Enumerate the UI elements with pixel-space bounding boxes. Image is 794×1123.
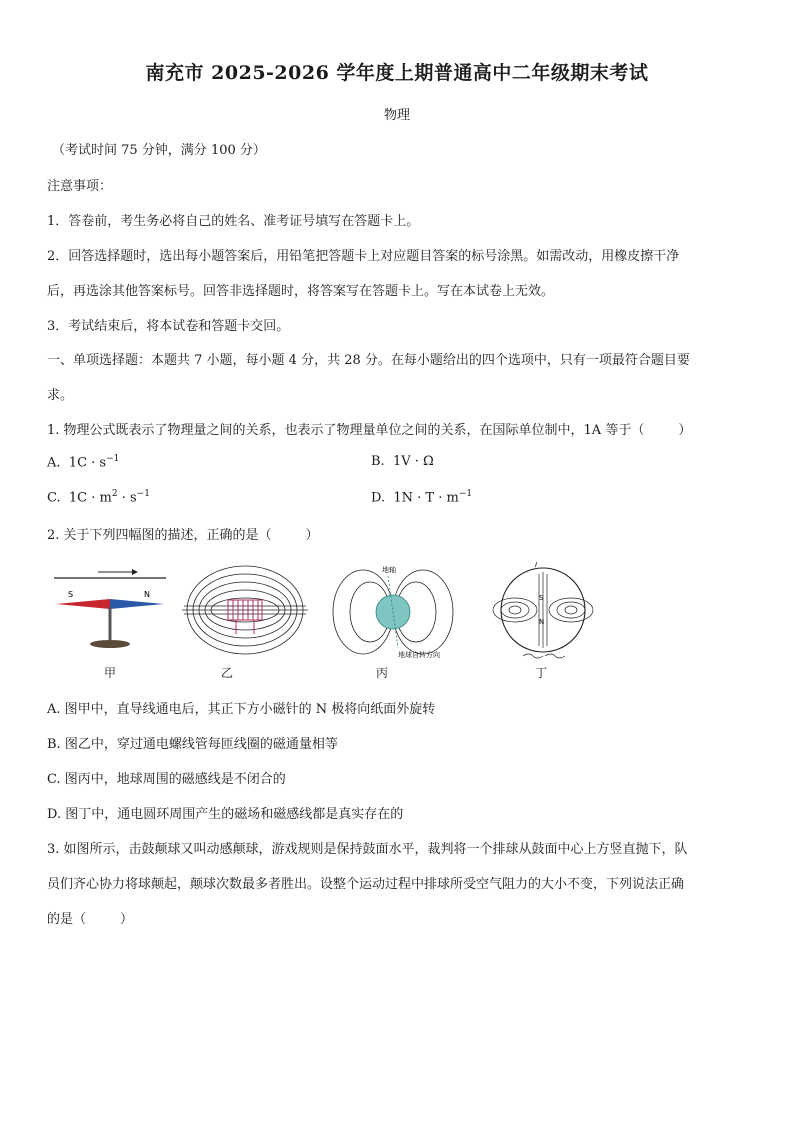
q2-option-c[interactable]: C. 图丙中，地球周围的磁感线是不闭合的 xyxy=(47,772,286,787)
ding-n-label: N xyxy=(539,618,545,626)
q2-option-d[interactable]: D. 图丁中，通电圆环周围产生的磁场和磁感线都是真实存在的 xyxy=(47,807,404,822)
notice-item-2a: 2．回答选择题时，选出每小题答案后，用铅笔把答题卡上对应题目答案的标号涂黑。如需改动，用橡皮擦干净 xyxy=(47,249,680,264)
caption-ding: 丁 xyxy=(535,666,548,680)
question-2-stem: 2. 关于下列四幅图的描述，正确的是（ ） xyxy=(47,528,319,543)
q1-option-d[interactable]: D. $1N \cdot T \cdot m^{-1}$ xyxy=(371,489,473,506)
bing-axis-label: 地轴 xyxy=(382,566,396,574)
q1-option-b[interactable]: B. 1V · Ω xyxy=(371,454,434,469)
ding-s-label: S xyxy=(539,594,544,602)
question-3-line-2: 员们齐心协力将球颠起，颠球次数最多者胜出。设整个运动过程中排球所受空气阻力的大小不变，下列说法正确 xyxy=(47,877,685,892)
question-3-line-1: 3. 如图所示，击鼓颠球又叫动感颠球，游戏规则是保持鼓面水平，裁判将一个排球从鼓面中心上方竖直抛下，队 xyxy=(47,842,688,857)
ding-current-label: I xyxy=(535,562,538,569)
section-heading-b: 求。 xyxy=(47,388,74,403)
q2-option-a[interactable]: A. 图甲中，直导线通电后，其正下方小磁针的 N 极将向纸面外旋转 xyxy=(47,702,436,717)
caption-bing: 丙 xyxy=(376,666,389,680)
figure-bing xyxy=(328,562,458,662)
notice-heading: 注意事项： xyxy=(47,179,113,194)
figure-jia xyxy=(50,562,170,662)
q1-option-a[interactable]: A. $1C \cdot s^{-1}$ xyxy=(47,454,120,471)
q1-option-c[interactable]: C. $1C \cdot m^2 \cdot s^{-1}$ xyxy=(47,489,150,506)
exam-title: 南充市 2025-2026 学年度上期普通高中二年级期末考试 xyxy=(145,62,649,84)
figure-ding xyxy=(483,562,603,662)
notice-item-3: 3．考试结束后，将本试卷和答题卡交回。 xyxy=(47,319,290,334)
bing-rotation-label: 地球自转方向 xyxy=(398,651,440,659)
section-heading-a: 一、单项选择题：本题共 7 小题，每小题 4 分，共 28 分。在每小题给出的四个选项中，只有一项最符合题目要 xyxy=(47,353,690,368)
caption-yi: 乙 xyxy=(221,666,234,680)
question-1-stem xyxy=(47,419,691,438)
notice-item-1: 1．答卷前，考生务必将自己的姓名、准考证号填写在答题卡上。 xyxy=(47,214,420,229)
caption-jia: 甲 xyxy=(104,666,117,680)
figure-yi xyxy=(180,562,310,662)
question-1-close: ） xyxy=(678,423,692,438)
question-3-line-3: 的是（ ） xyxy=(47,912,134,927)
q2-option-b[interactable]: B. 图乙中，穿过通电螺线管每匝线圈的磁通量相等 xyxy=(47,737,338,752)
notice-item-2b: 后，再选涂其他答案标号。回答非选择题时，将答案写在答题卡上。写在本试卷上无效。 xyxy=(47,284,555,299)
time-note: （考试时间 75 分钟，满分 100 分） xyxy=(52,143,266,158)
jia-s-label: S xyxy=(68,590,74,599)
question-1-text: 1. 物理公式既表示了物理量之间的关系，也表示了物理量单位之间的关系，在国际单位制中，1A 等于（ xyxy=(47,423,645,438)
jia-n-label: N xyxy=(144,590,150,599)
subject-label: 物理 xyxy=(383,108,410,123)
